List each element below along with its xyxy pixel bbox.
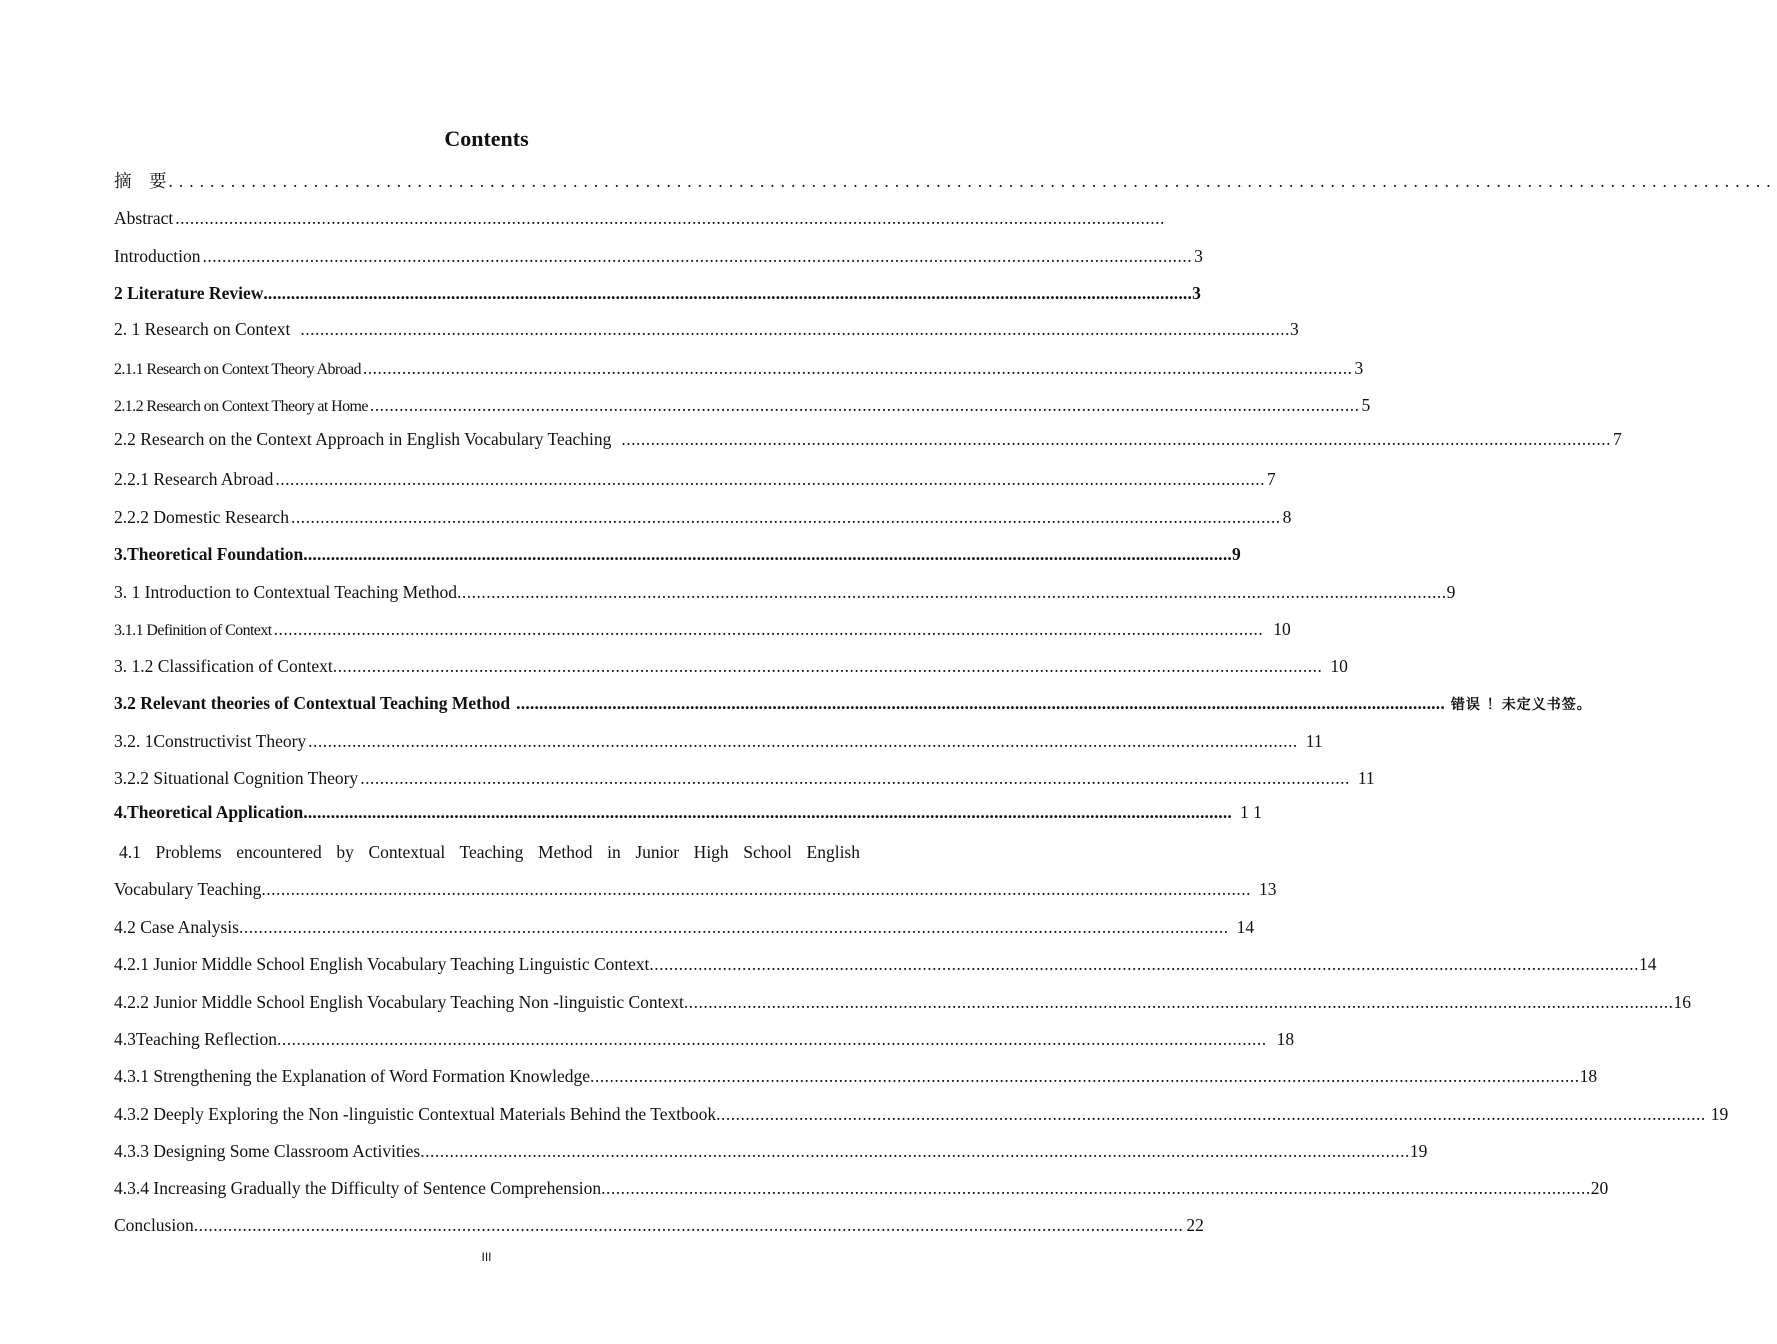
toc-entry-page: 9 <box>1446 582 1456 602</box>
toc-entry-page: 3 <box>1354 358 1364 378</box>
toc-entry-3-2-2[interactable] <box>114 767 1375 789</box>
toc-entry-label: 2. 1 Research on Context <box>114 319 291 339</box>
toc-entry-introduction[interactable] <box>114 245 1203 267</box>
leader-dots: ........................................................................................................................................................... <box>168 171 1777 191</box>
toc-entry-3-1[interactable] <box>114 581 1456 603</box>
toc-entry-3-1-1[interactable] <box>114 618 1291 642</box>
toc-entry-page: 1 1 <box>1240 802 1262 822</box>
leader-dots: ........................................................................................................................................................................................................... <box>360 768 1350 788</box>
toc-entry-page: 10 <box>1330 656 1348 676</box>
toc-entry-label: 3.2 Relevant theories of Contextual Teaching Method <box>114 693 511 713</box>
toc-entry-label: 4.3.3 Designing Some Classroom Activities <box>114 1141 421 1161</box>
toc-entry-2-2-1[interactable] <box>114 468 1276 490</box>
toc-entry-label: 摘 要 <box>114 171 167 191</box>
toc-entry-2-1-1[interactable] <box>114 357 1364 381</box>
toc-entry-page: 19 <box>1409 1141 1428 1161</box>
toc-entry-2-2-2[interactable] <box>114 506 1292 528</box>
toc-entry-label: 4.3.4 Increasing Gradually the Difficulty of Sentence Comprehension <box>114 1178 602 1198</box>
toc-entry-3-2[interactable] <box>114 692 1592 716</box>
leader-dots: ........................................................................................................................................................................................................... <box>202 246 1193 266</box>
toc-entry-label: 3.2.2 Situational Cognition Theory <box>114 768 359 788</box>
toc-entry-page: 7 <box>1613 429 1622 449</box>
toc-entry-4-3-2[interactable] <box>114 1103 1729 1125</box>
leader-dots: ........................................................................................................................................................................................................... <box>303 802 1232 822</box>
toc-entry-page: 16 <box>1673 992 1692 1012</box>
leader-dots: ........................................................................................................................................................................................................... <box>716 1104 1706 1124</box>
toc-entry-3-2-1[interactable] <box>114 730 1323 752</box>
leader-dots: ........................................................................................................................................................................................................... <box>601 1178 1591 1198</box>
toc-entry-4-1[interactable] <box>114 834 1277 908</box>
toc-entry-2-1[interactable] <box>114 318 1299 340</box>
toc-entry-label: 3.Theoretical Foundation <box>114 544 304 564</box>
toc-entry-label: 2.2.1 Research Abroad <box>114 469 274 489</box>
toc-entry-label: 2.2.2 Domestic Research <box>114 507 289 527</box>
leader-dots: ........................................................................................................................................................................................................... <box>683 992 1674 1012</box>
leader-dots: ........................................................................................................................................................................................................... <box>290 507 1281 527</box>
toc-entry-4-3-3[interactable] <box>114 1140 1428 1162</box>
toc-entry-label: Abstract <box>114 208 174 228</box>
toc-entry-page: 7 <box>1267 469 1276 489</box>
toc-entry-page: 22 <box>1186 1215 1204 1235</box>
toc-entry-label: 3. 1.2 Classification of Context <box>114 656 333 676</box>
leader-dots: ........................................................................................................................................................................................................... <box>277 1029 1267 1049</box>
leader-dots: ........................................................................................................................................................................................................... <box>175 208 1165 228</box>
toc-entry-label: 4.2.2 Junior Middle School English Vocabulary Teaching Non -linguistic Context <box>114 992 684 1012</box>
toc-entry-4-3-4[interactable] <box>114 1177 1609 1199</box>
leader-dots: ........................................................................................................................................................................................................... <box>621 429 1612 449</box>
leader-dots: ........................................................................................................................................................................................................... <box>369 395 1360 415</box>
toc-entry-error-message: 错误 ！未定义书签。 <box>1450 697 1592 713</box>
toc-entry-theoretical-application[interactable] <box>114 801 1262 823</box>
toc-entry-page: 9 <box>1232 544 1241 564</box>
toc-entry-label: 4.3.1 Strengthening the Explanation of Word Formation Knowledge <box>114 1066 591 1086</box>
toc-entry-page: 3 <box>1290 319 1299 339</box>
toc-entry-abstract[interactable] <box>114 207 1165 229</box>
toc-entry-4-2-1[interactable] <box>114 953 1657 975</box>
toc-entry-4-2-2[interactable] <box>114 991 1692 1013</box>
toc-entry-2-2[interactable] <box>114 428 1622 450</box>
toc-entry-page: 11 <box>1305 731 1323 751</box>
toc-entry-label: 4.2.1 Junior Middle School English Vocabulary Teaching Linguistic Context <box>114 954 650 974</box>
toc-entry-page: 19 <box>1710 1104 1729 1124</box>
toc-entry-page: 18 <box>1579 1066 1598 1086</box>
leader-dots: ........................................................................................................................................................................................................... <box>362 358 1353 378</box>
leader-dots: ........................................................................................................................................................................................................... <box>332 656 1323 676</box>
toc-entry-label: 4.2 Case Analysis <box>114 917 239 937</box>
toc-entry-page: 13 <box>1258 879 1277 899</box>
toc-entry-label: 2 Literature Review <box>114 283 264 303</box>
toc-entry-theoretical-foundation[interactable] <box>114 543 1241 565</box>
page-number-footer: III <box>481 1250 492 1264</box>
toc-entry-page: 10 <box>1273 619 1291 639</box>
leader-dots: ........................................................................................................................................................................................................... <box>420 1141 1410 1161</box>
toc-entry-3-1-2[interactable] <box>114 655 1348 677</box>
toc-entry-page: 18 <box>1276 1029 1295 1049</box>
toc-entry-label: 4.Theoretical Application <box>114 802 304 822</box>
toc-entry-2-1-2[interactable] <box>114 394 1371 418</box>
toc-entry-label: 2.1.1 Research on Context Theory Abroad <box>114 361 361 378</box>
toc-entry-page: 11 <box>1357 768 1375 788</box>
leader-dots: ........................................................................................................................................................................................................... <box>516 693 1445 713</box>
toc-entry-page: 5 <box>1361 395 1371 415</box>
leader-dots: ........................................................................................................................................................................................................... <box>273 619 1264 639</box>
leader-dots: ........................................................................................................................................................................................................... <box>238 917 1229 937</box>
toc-entry-4-3[interactable] <box>114 1028 1295 1050</box>
toc-entry-4-3-1[interactable] <box>114 1065 1598 1087</box>
toc-entry-label: 4.3Teaching Reflection <box>114 1029 278 1049</box>
toc-entry-line2 <box>114 871 1277 908</box>
toc-entry-label: Conclusion <box>114 1215 194 1235</box>
toc-entry-page: 14 <box>1236 917 1255 937</box>
toc-entry-label: 3.2. 1Constructivist Theory <box>114 731 307 751</box>
leader-dots: ........................................................................................................................................................................................................... <box>308 731 1298 751</box>
toc-entry-page: 20 <box>1590 1178 1609 1198</box>
leader-dots: ........................................................................................................................................................................................................... <box>303 544 1233 564</box>
leader-dots: ........................................................................................................................................................................................................... <box>261 879 1251 899</box>
toc-entry-label: 4.3.2 Deeply Exploring the Non -linguistic Contextual Materials Behind the Textbook <box>114 1104 717 1124</box>
toc-entry-conclusion[interactable] <box>114 1214 1204 1236</box>
toc-entry-label: 3.1.1 Definition of Context <box>114 622 272 639</box>
leader-dots: ........................................................................................................................................................................................................... <box>457 582 1447 602</box>
toc-entry-literature-review[interactable] <box>114 282 1201 304</box>
contents-title: Contents <box>444 126 529 151</box>
toc-entry-label: 3. 1 Introduction to Contextual Teaching Method <box>114 582 458 602</box>
toc-entry-page: 8 <box>1282 507 1292 527</box>
toc-entry-label: 2.2 Research on the Context Approach in English Vocabulary Teaching <box>114 429 612 449</box>
toc-entry-label-line1: 4.1 Problems encountered by Contextual Teaching Method in Junior High School English <box>119 842 860 862</box>
toc-entry-page: 14 <box>1639 954 1657 974</box>
toc-entry-label-line2: Vocabulary Teaching <box>114 879 262 899</box>
leader-dots: ........................................................................................................................................................................................................... <box>263 283 1193 303</box>
toc-entry-4-2[interactable] <box>114 916 1255 938</box>
leader-dots: ........................................................................................................................................................................................................... <box>193 1215 1184 1235</box>
leader-dots: ........................................................................................................................................................................................................... <box>300 319 1291 339</box>
toc-entry-page: 3 <box>1192 283 1201 303</box>
toc-entry-label: 2.1.2 Research on Context Theory at Home <box>114 398 368 415</box>
leader-dots: ........................................................................................................................................................................................................... <box>275 469 1266 489</box>
toc-entry-label: Introduction <box>114 246 201 266</box>
toc-entry-abstract-cn[interactable] <box>114 170 1777 192</box>
toc-entry-page: 3 <box>1194 246 1203 266</box>
leader-dots: ........................................................................................................................................................................................................... <box>590 1066 1580 1086</box>
leader-dots: ........................................................................................................................................................................................................... <box>649 954 1640 974</box>
